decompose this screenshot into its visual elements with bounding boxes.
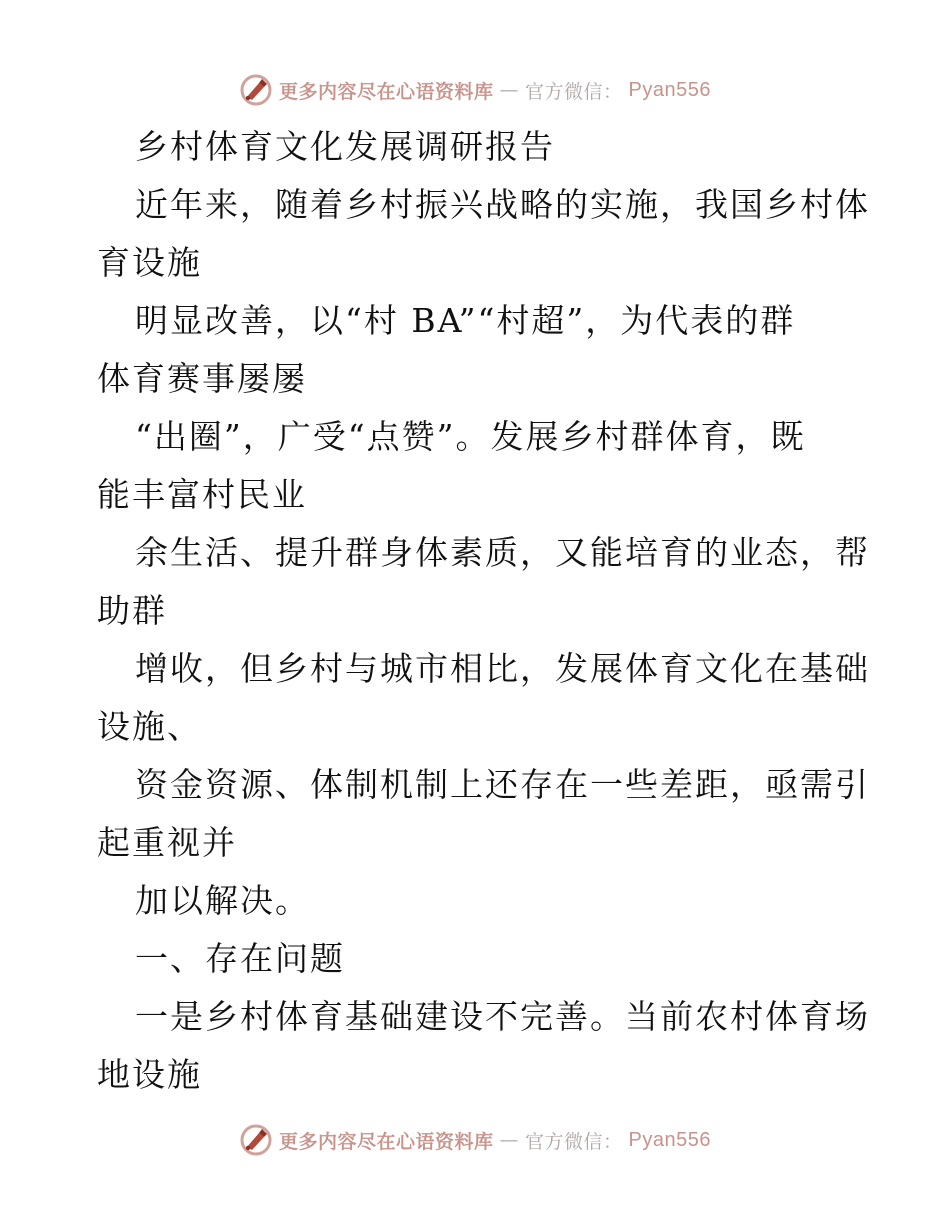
text-line: 育设施 — [97, 243, 202, 282]
text-line: 加以解决。 — [135, 881, 310, 920]
pen-nib-logo-icon — [239, 1123, 273, 1157]
text-line: 体育赛事屡屡 — [97, 359, 307, 398]
watermark-suffix: 官方微信： — [525, 80, 623, 103]
text-line: 增收，但乡村与城市相比，发展体育文化在基础 — [135, 649, 870, 688]
text-line: 明显改善，以“村 BA”“村超”，为代表的群 — [135, 301, 796, 340]
text-line: 资金资源、体制机制上还存在一些差距，亟需引 — [135, 765, 870, 804]
document-body — [97, 118, 870, 1104]
text-line: 起重视并 — [97, 823, 237, 862]
text-line: 余生活、提升群身体素质，又能培育的业态，帮 — [135, 533, 870, 572]
section-heading: 一、存在问题 — [135, 939, 345, 978]
text-line: 设施、 — [97, 707, 202, 746]
text-line: 地设施 — [97, 1055, 202, 1094]
watermark-contact-id: Pyan556 — [628, 78, 711, 101]
header-watermark — [0, 70, 950, 110]
watermark-brand-text: 更多内容尽在心语资料库 — [279, 1130, 494, 1153]
document-title: 乡村体育文化发展调研报告 — [135, 127, 555, 166]
text-line: 能丰富村民业 — [97, 475, 307, 514]
footer-watermark — [0, 1120, 950, 1160]
text-line: “出圈”，广受“点赞”。发展乡村群体育，既 — [135, 417, 806, 456]
text-line: 近年来，随着乡村振兴战略的实施，我国乡村体 — [135, 185, 870, 224]
watermark-dash: — — [499, 1129, 520, 1151]
text-line: 助群 — [97, 591, 167, 630]
text-line: 一是乡村体育基础建设不完善。当前农村体育场 — [135, 997, 870, 1036]
watermark-suffix: 官方微信： — [525, 1130, 623, 1153]
watermark-dash: — — [499, 79, 520, 101]
watermark-contact-id: Pyan556 — [628, 1128, 711, 1151]
pen-nib-logo-icon — [239, 73, 273, 107]
watermark-brand-text: 更多内容尽在心语资料库 — [279, 80, 494, 103]
